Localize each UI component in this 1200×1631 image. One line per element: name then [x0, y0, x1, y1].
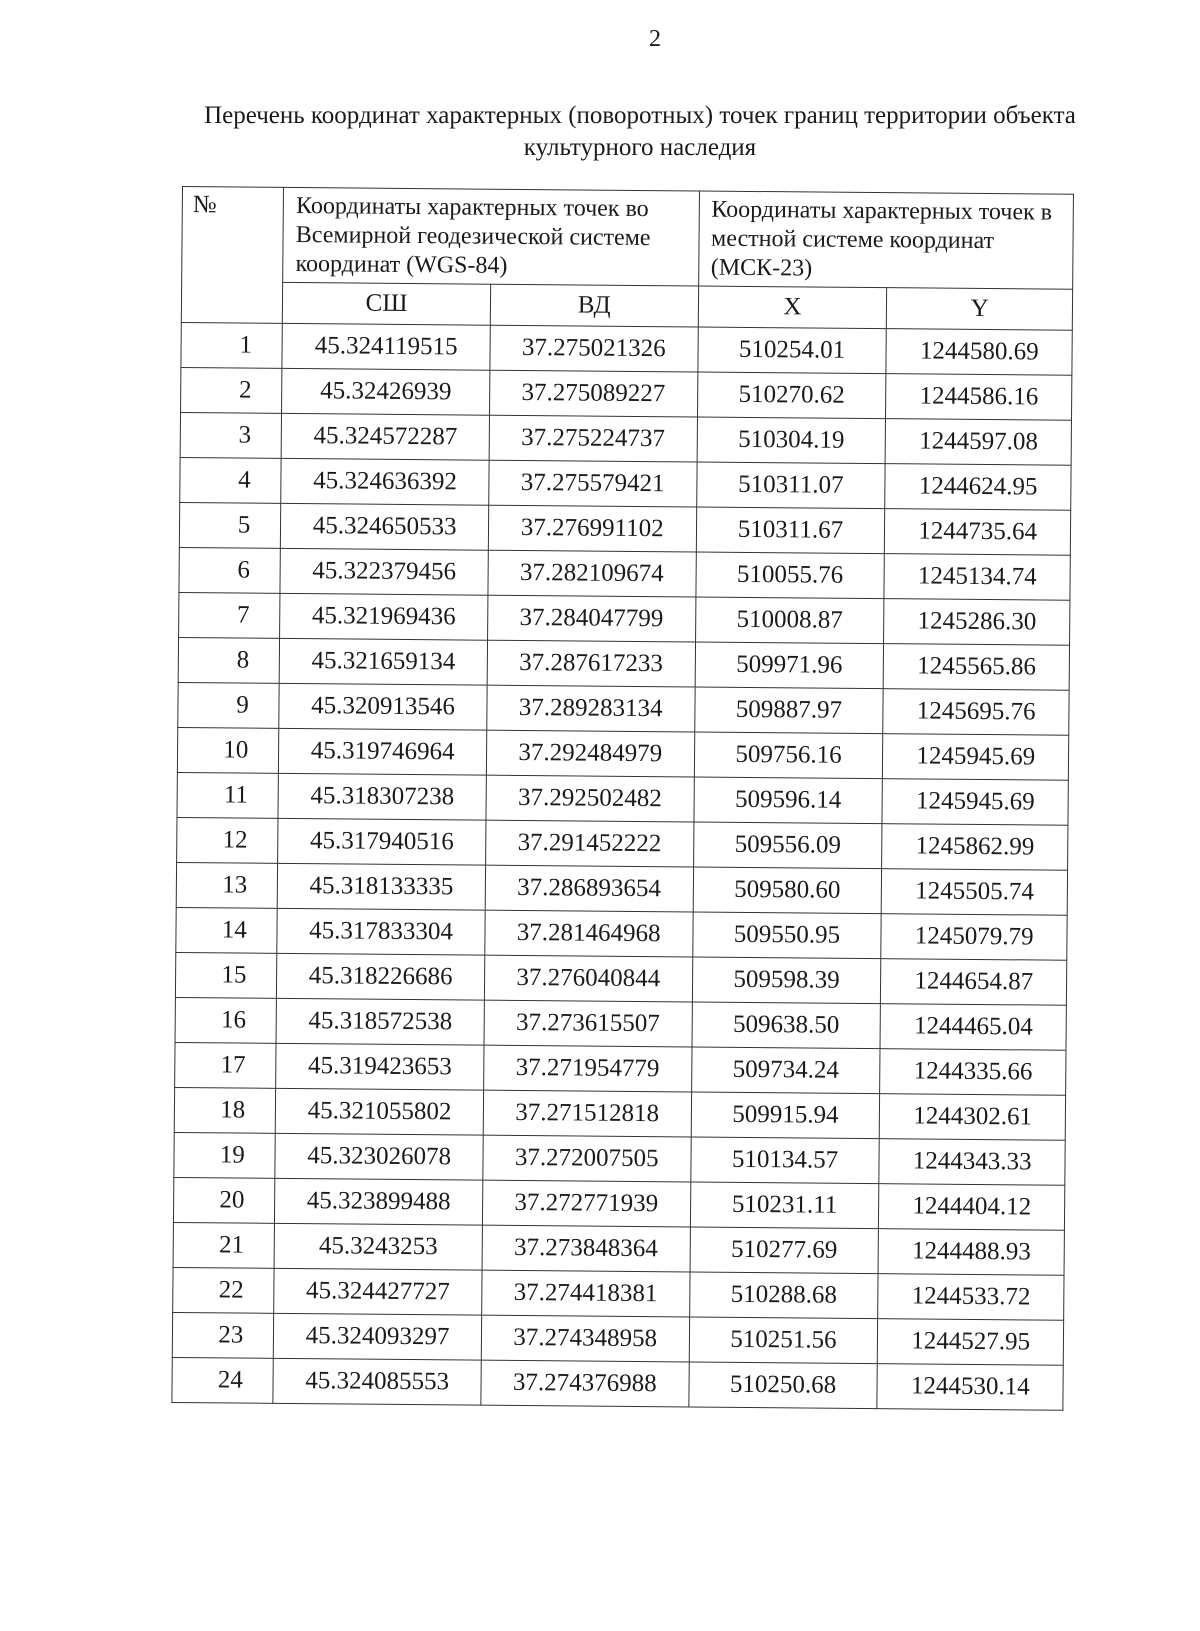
cell-latitude: 45.3243253	[274, 1223, 482, 1270]
table-row	[175, 952, 1066, 1005]
cell-latitude: 45.321659134	[279, 638, 487, 685]
cell-y: 1245505.74	[882, 869, 1068, 916]
cell-point-number: 19	[174, 1132, 276, 1178]
table-row	[180, 457, 1071, 510]
cell-latitude: 45.320913546	[279, 683, 487, 730]
cell-y: 1244654.87	[881, 959, 1067, 1006]
cell-y: 1244465.04	[880, 1004, 1066, 1051]
cell-latitude: 45.319746964	[279, 728, 487, 775]
table-row	[179, 502, 1070, 555]
cell-x: 509734.24	[691, 1047, 880, 1094]
cell-longitude: 37.272007505	[483, 1135, 691, 1182]
cell-y: 1244488.93	[878, 1229, 1064, 1276]
cell-point-number: 5	[179, 502, 281, 548]
table-row	[181, 367, 1072, 420]
cell-latitude: 45.318307238	[278, 773, 486, 820]
cell-latitude: 45.324636392	[281, 458, 489, 505]
cell-latitude: 45.322379456	[280, 548, 488, 595]
cell-x: 510288.68	[689, 1272, 878, 1319]
cell-y: 1245286.30	[884, 599, 1070, 646]
header-longitude: ВД	[490, 284, 698, 327]
cell-point-number: 15	[175, 952, 277, 998]
cell-point-number: 13	[176, 862, 278, 908]
cell-latitude: 45.318226686	[277, 953, 485, 1000]
cell-y: 1244624.95	[885, 464, 1071, 511]
cell-longitude: 37.286893654	[485, 865, 693, 912]
cell-latitude: 45.317940516	[278, 818, 486, 865]
table-row	[175, 997, 1066, 1050]
cell-latitude: 45.323026078	[275, 1133, 483, 1180]
table-row	[179, 547, 1070, 600]
table-row	[180, 412, 1071, 465]
cell-longitude: 37.276040844	[484, 955, 692, 1002]
cell-y: 1245945.69	[883, 734, 1069, 781]
cell-x: 509580.60	[693, 867, 882, 914]
table-row	[177, 727, 1068, 780]
cell-y: 1245695.76	[883, 689, 1069, 736]
table-row	[174, 1087, 1065, 1140]
cell-x: 510254.01	[697, 327, 886, 374]
cell-longitude: 37.274348958	[481, 1315, 689, 1362]
cell-latitude: 45.324085553	[273, 1358, 481, 1405]
cell-y: 1244735.64	[885, 509, 1071, 556]
cell-longitude: 37.284047799	[487, 595, 695, 642]
header-msk23-group: Координаты характерных точек в местной системе координат (МСК-23)	[698, 191, 1073, 289]
cell-x: 509638.50	[692, 1002, 881, 1049]
cell-longitude: 37.275579421	[489, 460, 697, 507]
header-y: Y	[887, 288, 1073, 331]
cell-point-number: 20	[173, 1177, 275, 1223]
cell-x: 510277.69	[690, 1227, 879, 1274]
cell-point-number: 9	[178, 682, 280, 728]
cell-y: 1244404.12	[879, 1184, 1065, 1231]
cell-longitude: 37.274376988	[481, 1360, 689, 1407]
cell-latitude: 45.319423653	[276, 1043, 484, 1090]
cell-longitude: 37.275089227	[489, 370, 697, 417]
cell-point-number: 16	[175, 997, 277, 1043]
cell-y: 1245134.74	[884, 554, 1070, 601]
cell-point-number: 8	[178, 637, 280, 683]
document-title: Перечень координат характерных (поворотных) точек границ территории объекта культурного наследия	[204, 102, 1076, 161]
cell-x: 509887.97	[694, 687, 883, 734]
cell-latitude: 45.324427727	[274, 1268, 482, 1315]
cell-point-number: 4	[180, 457, 282, 503]
cell-longitude: 37.275021326	[490, 325, 698, 372]
cell-longitude: 37.272771939	[482, 1180, 690, 1227]
cell-latitude: 45.324572287	[281, 413, 489, 460]
cell-latitude: 45.324650533	[281, 503, 489, 550]
cell-x: 510270.62	[697, 372, 886, 419]
cell-x: 510251.56	[689, 1317, 878, 1364]
header-wgs84-group: Координаты характерных точек во Всемирной геодезической системе координат (WGS-84)	[283, 187, 699, 286]
table-row	[179, 592, 1070, 645]
cell-x: 509756.16	[694, 732, 883, 779]
cell-latitude: 45.318133335	[277, 863, 485, 910]
cell-y: 1244586.16	[886, 374, 1072, 421]
cell-y: 1244533.72	[878, 1274, 1064, 1321]
cell-point-number: 7	[179, 592, 281, 638]
cell-y: 1244597.08	[886, 419, 1072, 466]
cell-y: 1245079.79	[881, 914, 1067, 961]
cell-longitude: 37.292502482	[486, 775, 694, 822]
cell-point-number: 24	[172, 1357, 274, 1403]
cell-latitude: 45.321969436	[280, 593, 488, 640]
table-row	[173, 1177, 1064, 1230]
cell-x: 510055.76	[695, 552, 884, 599]
cell-longitude: 37.276991102	[488, 505, 696, 552]
cell-point-number: 21	[173, 1222, 275, 1268]
cell-point-number: 22	[173, 1267, 275, 1313]
cell-y: 1244530.14	[877, 1364, 1063, 1411]
cell-x: 510231.11	[690, 1182, 879, 1229]
cell-x: 509915.94	[691, 1092, 880, 1139]
cell-y: 1244302.61	[880, 1094, 1066, 1141]
cell-y: 1244335.66	[880, 1049, 1066, 1096]
cell-latitude: 45.321055802	[276, 1088, 484, 1135]
table-row	[176, 907, 1067, 960]
cell-y: 1245862.99	[882, 824, 1068, 871]
page-number: 2	[649, 26, 661, 52]
cell-point-number: 12	[177, 817, 279, 863]
cell-point-number: 14	[176, 907, 278, 953]
cell-longitude: 37.291452222	[485, 820, 693, 867]
cell-point-number: 2	[181, 367, 283, 413]
table-row	[172, 1312, 1063, 1365]
cell-x: 510250.68	[688, 1362, 877, 1409]
table-row	[174, 1132, 1065, 1185]
cell-latitude: 45.324119515	[282, 323, 490, 370]
cell-point-number: 17	[175, 1042, 277, 1088]
cell-y: 1244527.95	[878, 1319, 1064, 1366]
cell-x: 509598.39	[692, 957, 881, 1004]
cell-latitude: 45.32426939	[282, 368, 490, 415]
cell-latitude: 45.317833304	[277, 908, 485, 955]
table-row	[172, 1357, 1063, 1410]
cell-y: 1245565.86	[884, 644, 1070, 691]
cell-longitude: 37.282109674	[488, 550, 696, 597]
table-row	[177, 772, 1068, 825]
cell-x: 509550.95	[692, 912, 881, 959]
table-row	[173, 1267, 1064, 1320]
cell-latitude: 45.318572538	[276, 998, 484, 1045]
table-row	[176, 862, 1067, 915]
cell-x: 510134.57	[690, 1137, 879, 1184]
coordinates-table	[171, 186, 1074, 1411]
cell-x: 510311.07	[696, 462, 885, 509]
table-row	[175, 1042, 1066, 1095]
cell-point-number: 18	[174, 1087, 276, 1133]
cell-x: 509596.14	[694, 777, 883, 824]
cell-longitude: 37.287617233	[487, 640, 695, 687]
table-body	[172, 322, 1072, 1410]
table-row	[178, 682, 1069, 735]
cell-y: 1244580.69	[886, 329, 1072, 376]
cell-x: 510304.19	[697, 417, 886, 464]
table-row	[177, 817, 1068, 870]
cell-longitude: 37.271512818	[483, 1090, 691, 1137]
header-latitude: СШ	[283, 282, 491, 325]
cell-point-number: 23	[172, 1312, 274, 1358]
header-number: №	[181, 187, 283, 324]
cell-longitude: 37.292484979	[486, 730, 694, 777]
cell-longitude: 37.274418381	[482, 1270, 690, 1317]
cell-y: 1245945.69	[882, 779, 1068, 826]
cell-x: 509556.09	[693, 822, 882, 869]
cell-point-number: 11	[177, 772, 279, 818]
cell-latitude: 45.324093297	[274, 1313, 482, 1360]
cell-longitude: 37.275224737	[489, 415, 697, 462]
cell-x: 510008.87	[695, 597, 884, 644]
header-x: X	[698, 286, 887, 329]
cell-point-number: 10	[177, 727, 279, 773]
cell-point-number: 1	[181, 322, 283, 368]
cell-point-number: 6	[179, 547, 281, 593]
table-row	[173, 1222, 1064, 1275]
cell-longitude: 37.281464968	[485, 910, 693, 957]
cell-x: 510311.67	[696, 507, 885, 554]
cell-x: 509971.96	[695, 642, 884, 689]
cell-y: 1244343.33	[879, 1139, 1065, 1186]
table-row	[178, 637, 1069, 690]
cell-longitude: 37.271954779	[484, 1045, 692, 1092]
table-header	[181, 187, 1073, 331]
cell-longitude: 37.273848364	[482, 1225, 690, 1272]
table-row	[181, 322, 1072, 375]
cell-latitude: 45.323899488	[275, 1178, 483, 1225]
cell-point-number: 3	[180, 412, 282, 458]
cell-longitude: 37.289283134	[487, 685, 695, 732]
cell-longitude: 37.273615507	[484, 1000, 692, 1047]
